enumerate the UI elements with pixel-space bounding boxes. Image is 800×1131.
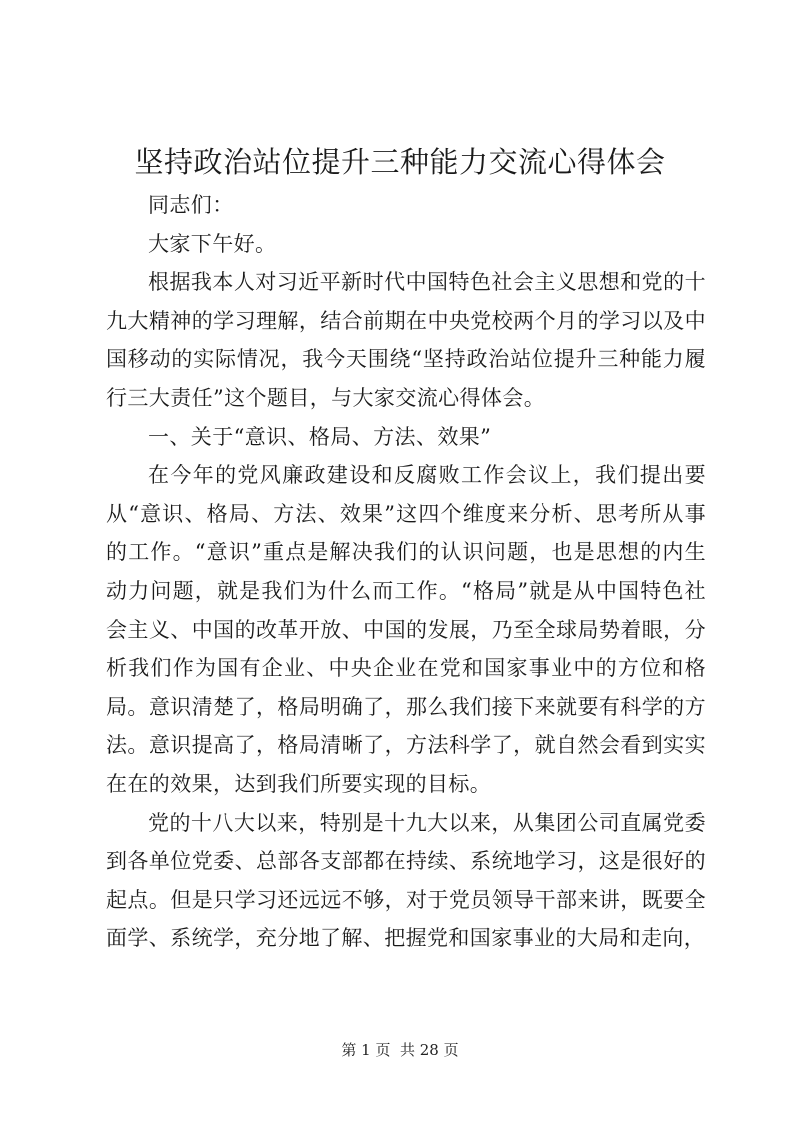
salutation: 同志们： bbox=[148, 193, 234, 217]
intro-paragraph: 根据我本人对习近平新时代中国特色社会主义思想和党的十九大精神的学习理解，结合前期在中央党校两个月的学习以及中国移动的实际情况，我今天围绕“坚持政治站位提升三种能力履行三大责任”这个题目，与大家交流心得体会。 bbox=[106, 270, 706, 410]
body-paragraph: 党的十八大以来，特别是十九大以来，从集团公司直属党委到各单位党委、总部各支部都在持续、系统地学习，这是很好的起点。但是只学习还远远不够，对于党员领导干部来讲，既要全面学、系统学，充分地了解、把握党和国家事业的大局和走向， bbox=[106, 810, 706, 951]
greeting: 大家下午好。 bbox=[148, 231, 277, 256]
document-title: 坚持政治站位提升三种能力交流心得体会 bbox=[134, 145, 666, 179]
body-paragraph: 在今年的党风廉政建设和反腐败工作会议上，我们提出要从“意识、格局、方法、效果”这四个维度来分析、思考所从事的工作。“意识”重点是解决我们的认识问题，也是思想的内生动力问题，就是我们为什么而工作。“格局”就是从中国特色社会主义、中国的改革开放、中国的发展，乃至全球局势着眼，分析我们作为国有企业、中央企业在党和国家事业中的方位和格局。意识清楚了，格局明确了，那么我们接下来就要有科学的方法。意识提高了，格局清晰了，方法科学了，就自然会看到实实在在的效果，达到我们所要实现的目标。 bbox=[106, 463, 706, 796]
page-number: 第 1 页 共 28 页 bbox=[341, 1041, 459, 1059]
section-heading: 一、关于“意识、格局、方法、效果” bbox=[148, 424, 492, 449]
document-body bbox=[106, 186, 706, 958]
